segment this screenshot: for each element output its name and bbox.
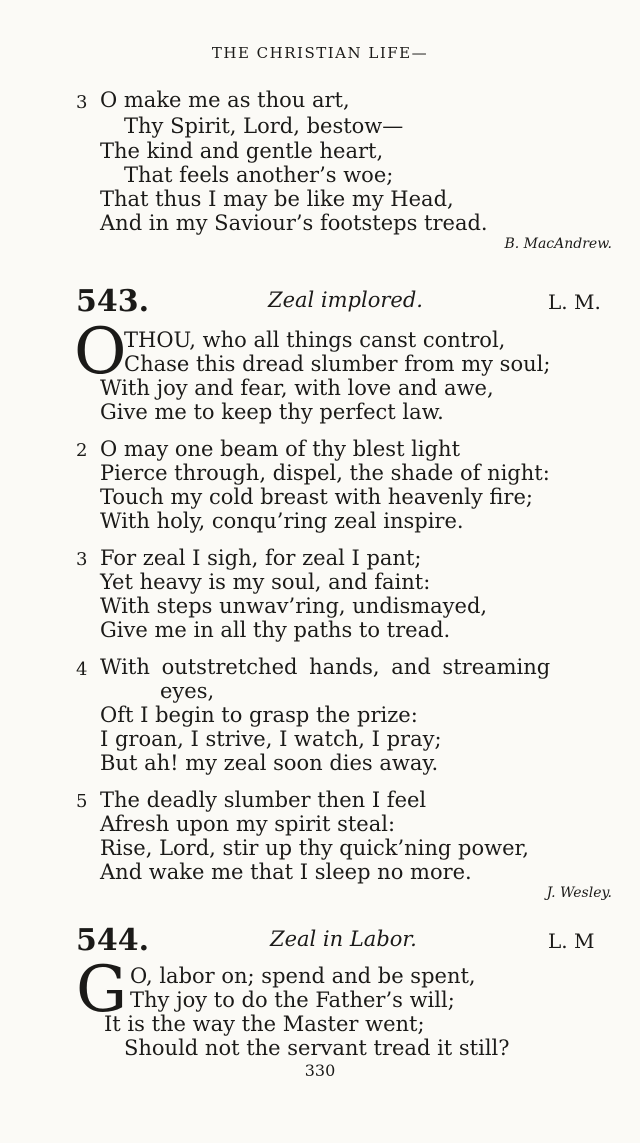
verse-line: For zeal I sigh, for zeal I pant; — [100, 546, 422, 570]
verse-number: 4 — [76, 659, 88, 680]
page-number: 330 — [304, 1061, 336, 1080]
verse-line: O make me as thou art, — [100, 88, 350, 112]
verse-line: Yet heavy is my soul, and faint: — [100, 570, 431, 594]
verse-line: O may one beam of thy blest light — [100, 437, 461, 461]
verse-line: Should not the servant tread it still? — [124, 1036, 510, 1060]
verse-line: Pierce through, dispel, the shade of night: — [100, 461, 550, 485]
verse-line: Afresh upon my spirit steal: — [100, 812, 396, 836]
verse-line: THOU, who all things canst control, — [124, 328, 506, 352]
attribution: J. Wesley. — [546, 885, 612, 901]
verse-line: O, labor on; spend and be spent, — [130, 964, 476, 988]
verse-line: Touch my cold breast with heavenly fire; — [100, 485, 533, 509]
verse-line: With outstretched hands, and streaming — [100, 655, 551, 679]
verse-line: With steps unwav’ring, undismayed, — [100, 594, 488, 618]
verse-line: The kind and gentle heart, — [100, 139, 384, 163]
verse-line: Rise, Lord, stir up thy quick’ning power, — [100, 836, 529, 860]
verse-number: 2 — [76, 440, 88, 461]
verse-line: The deadly slumber then I feel — [100, 788, 427, 812]
hymn-title: Zeal in Labor. — [270, 927, 417, 951]
hymn-title: Zeal implored. — [268, 288, 423, 312]
verse-line: Oft I begin to grasp the prize: — [100, 703, 418, 727]
verse-line: That feels another’s woe; — [124, 163, 394, 187]
verse-line: And in my Saviour’s footsteps tread. — [100, 211, 488, 235]
verse-line: eyes, — [160, 679, 215, 703]
verse-number: 3 — [76, 549, 88, 570]
hymn-number: 543. — [76, 284, 150, 319]
hymn-meter: L. M — [548, 929, 595, 953]
verse-line: Thy joy to do the Father’s will; — [130, 988, 455, 1012]
running-header: THE CHRISTIAN LIFE— — [211, 44, 429, 62]
verse-line: Thy Spirit, Lord, bestow— — [124, 114, 404, 138]
drop-cap: O — [74, 315, 127, 389]
verse-line: And wake me that I sleep no more. — [100, 860, 472, 884]
verse-line: With holy, conqu’ring zeal inspire. — [100, 509, 464, 533]
verse-number: 3 — [76, 92, 88, 113]
hymn-number: 544. — [76, 923, 150, 958]
verse-line: Chase this dread slumber from my soul; — [124, 352, 551, 376]
verse-line: It is the way the Master went; — [104, 1012, 425, 1036]
verse-line: Give me in all thy paths to tread. — [100, 618, 451, 642]
verse-line: Give me to keep thy perfect law. — [100, 400, 444, 424]
verse-line: But ah! my zeal soon dies away. — [100, 751, 439, 775]
attribution: B. MacAndrew. — [504, 236, 612, 252]
verse-line: That thus I may be like my Head, — [100, 187, 454, 211]
verse-line: With joy and fear, with love and awe, — [100, 376, 494, 400]
drop-cap: G — [76, 953, 128, 1027]
hymn-meter: L. M. — [548, 290, 601, 314]
verse-number: 5 — [76, 791, 88, 812]
verse-line: I groan, I strive, I watch, I pray; — [100, 727, 442, 751]
